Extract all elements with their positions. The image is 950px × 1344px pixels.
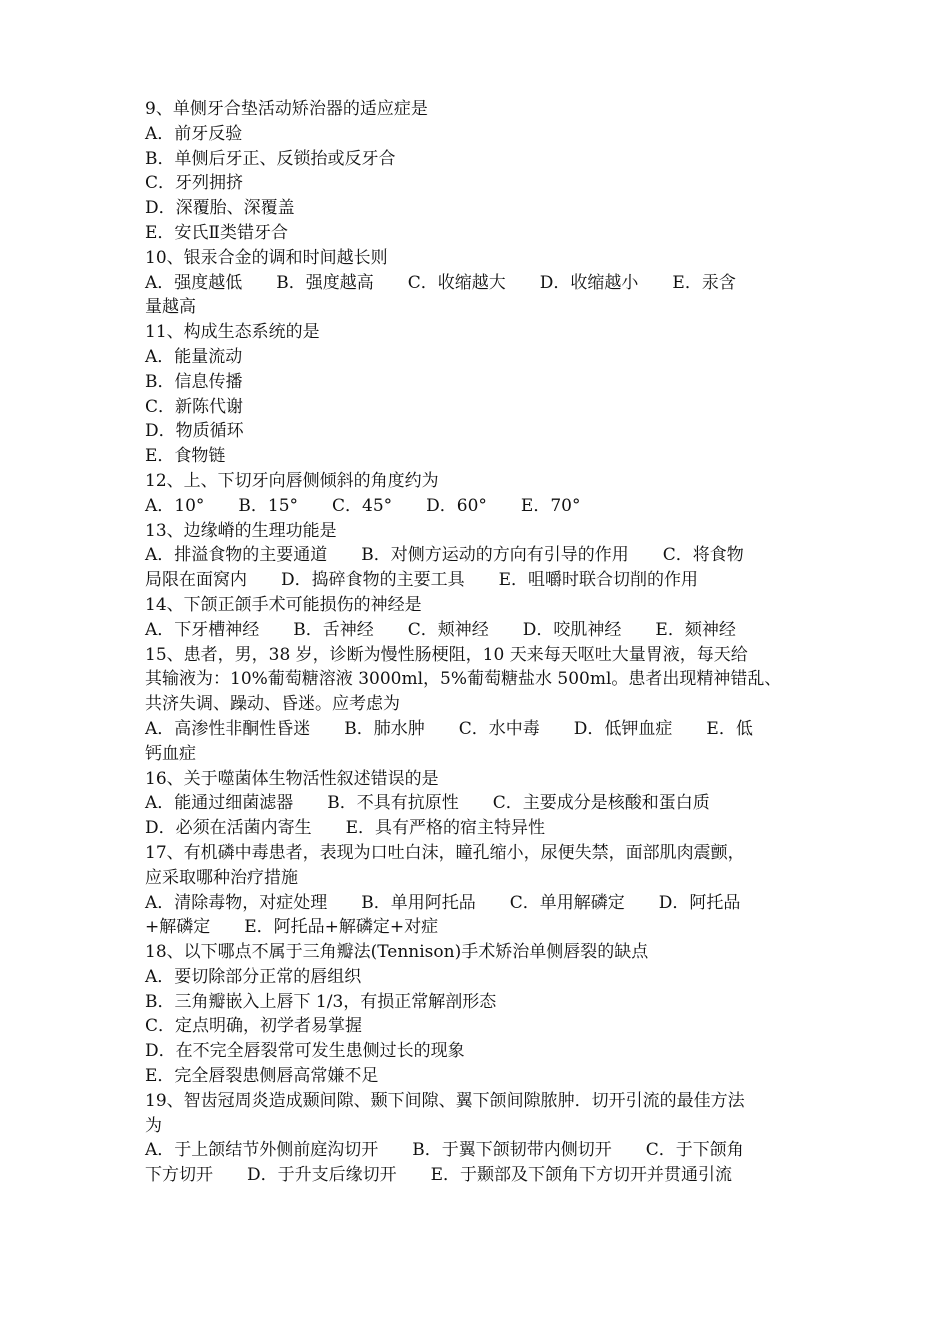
question-18-option-d: D．在不完全唇裂常可发生患侧过长的现象	[145, 1041, 465, 1062]
question-18-stem: 18、以下哪点不属于三角瓣法(Tennison)手术矫治单侧唇裂的缺点	[145, 942, 649, 963]
question-15-stem: 15、患者，男，38 岁，诊断为慢性肠梗阻，10 天来每天呕吐大量胃液，每天给	[145, 644, 748, 665]
question-text-block	[145, 97, 817, 1188]
question-13-stem: 13、边缘嵴的生理功能是	[145, 520, 337, 541]
question-12-options: A．10° B．15° C．45° D．60° E．70°	[145, 495, 581, 516]
question-13-options: A．排溢食物的主要通道 B．对侧方运动的方向有引导的作用 C．将食物	[145, 545, 744, 566]
question-11-option-e: E．食物链	[145, 446, 226, 467]
question-9-option-d: D．深覆胎、深覆盖	[145, 198, 295, 219]
question-10-options: A．强度越低 B．强度越高 C．收缩越大 D．收缩越小 E．汞含	[145, 272, 736, 293]
question-13-options-cont: 局限在面窝内 D．捣碎食物的主要工具 E．咀嚼时联合切削的作用	[145, 570, 699, 591]
question-19-options: A．于上颌结节外侧前庭沟切开 B．于翼下颌韧带内侧切开 C．于下颌角	[145, 1140, 744, 1161]
question-9-option-a: A．前牙反验	[145, 123, 243, 144]
question-12-stem: 12、上、下切牙向唇侧倾斜的角度约为	[145, 470, 439, 491]
question-9-stem: 9、单侧牙合垫活动矫治器的适应症是	[145, 99, 428, 119]
question-19-options-cont: 下方切开 D．于升支后缘切开 E．于颞部及下颌角下方切开并贯通引流	[145, 1165, 733, 1186]
question-17-stem: 17、有机磷中毒患者，表现为口吐白沫，瞳孔缩小，尿便失禁，面部肌肉震颤，	[145, 842, 745, 863]
question-18-option-c: C．定点明确，初学者易掌握	[145, 1016, 363, 1037]
question-9-option-e: E．安氏Ⅱ类错牙合	[145, 222, 288, 243]
question-17-stem-cont: 应采取哪种治疗措施	[145, 867, 298, 888]
question-11-option-a: A．能量流动	[145, 346, 243, 367]
question-16-options: A．能通过细菌滤器 B．不具有抗原性 C．主要成分是核酸和蛋白质	[145, 793, 710, 814]
question-17-options: A．清除毒物，对症处理 B．单用阿托品 C．单用解磷定 D．阿托品	[145, 892, 741, 913]
question-18-option-a: A．要切除部分正常的唇组织	[145, 966, 362, 987]
question-14-stem: 14、下颌正颌手术可能损伤的神经是	[145, 594, 422, 615]
question-11-stem: 11、构成生态系统的是	[145, 322, 320, 343]
question-16-options-cont: D．必须在活菌内寄生 E．具有严格的宿主特异性	[145, 818, 546, 839]
question-19-stem-cont: 为	[145, 1115, 162, 1136]
question-17-options-cont: +解磷定 E．阿托品+解磷定+对症	[145, 917, 439, 938]
question-15-stem-cont-2: 共济失调、躁动、昏迷。应考虑为	[145, 694, 400, 715]
question-10-options-cont: 量越高	[145, 297, 196, 318]
question-11-option-d: D．物质循环	[145, 421, 244, 442]
question-11-option-c: C．新陈代谢	[145, 396, 244, 417]
question-16-stem: 16、关于噬菌体生物活性叙述错误的是	[145, 768, 439, 789]
question-9-option-b: B．单侧后牙正、反锁抬或反牙合	[145, 148, 396, 169]
question-18-option-e: E．完全唇裂患侧唇高常嫌不足	[145, 1066, 379, 1087]
question-10-stem: 10、银汞合金的调和时间越长则	[145, 247, 388, 268]
question-19-stem: 19、智齿冠周炎造成颞间隙、颞下间隙、翼下颌间隙脓肿．切开引流的最佳方法	[145, 1090, 745, 1111]
question-15-options-cont: 钙血症	[145, 743, 196, 764]
question-15-stem-cont-1: 其输液为：10%葡萄糖溶液 3000ml，5%葡萄糖盐水 500ml。患者出现精神错乱、	[145, 669, 782, 690]
question-14-options: A．下牙槽神经 B．舌神经 C．颊神经 D．咬肌神经 E．颏神经	[145, 619, 736, 640]
question-9-option-c: C．牙列拥挤	[145, 173, 244, 194]
question-18-option-b: B．三角瓣嵌入上唇下 1/3，有损正常解剖形态	[145, 991, 497, 1012]
question-15-options: A．高渗性非酮性昏迷 B．肺水肿 C．水中毒 D．低钾血症 E．低	[145, 718, 753, 739]
question-11-option-b: B．信息传播	[145, 371, 243, 392]
